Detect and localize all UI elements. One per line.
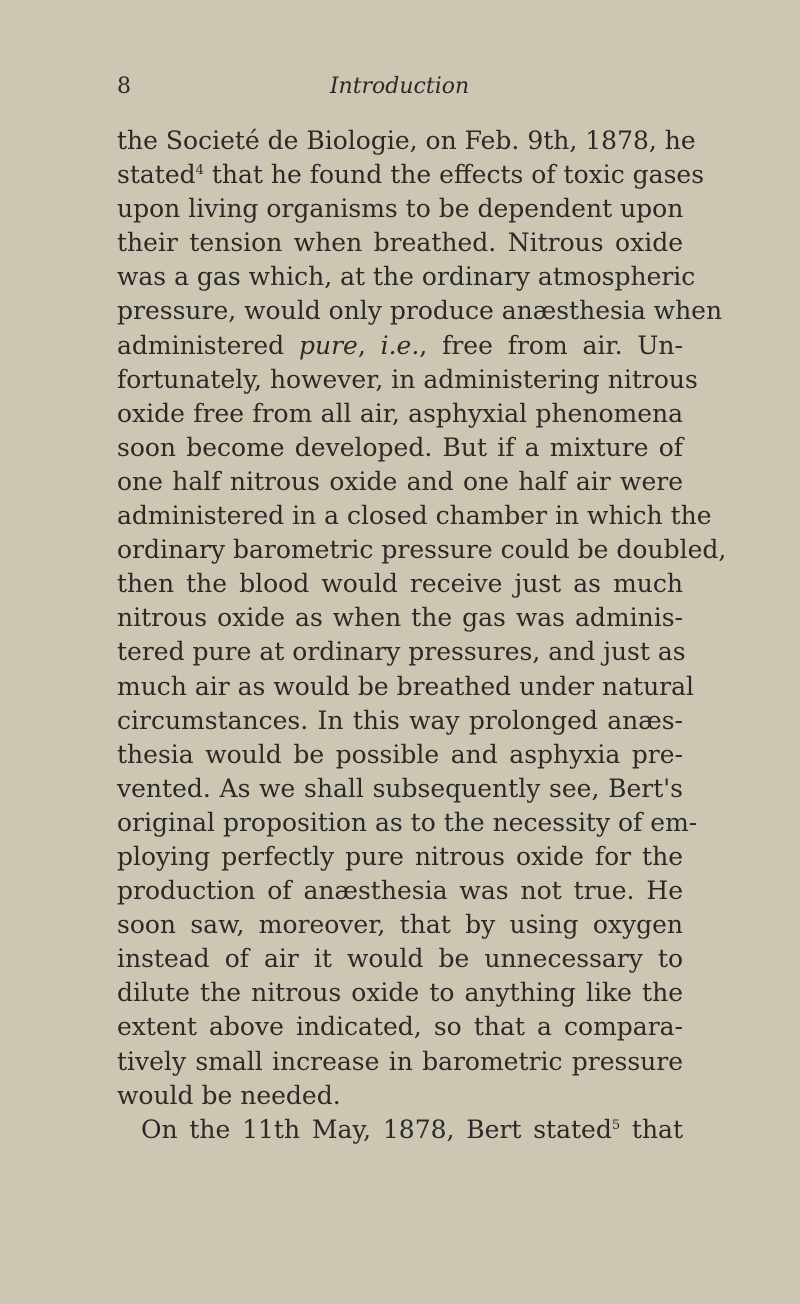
text-line: production of anæsthesia was not true. He [117,876,683,906]
text-line: dilute the nitrous oxide to anything like the [117,978,683,1008]
text-line [117,158,705,192]
text-line: oxide free from all air, asphyxial phenomena [117,398,683,428]
body-text [117,124,727,1147]
text-run: On the 11th May, 1878, Bert stated [141,1114,612,1144]
text-line: fortunately, however, in administering nitrous [117,364,698,394]
text-line: the Societé de Biologie, on Feb. 9th, 1878, he [117,126,696,155]
text-line: thesia would be possible and asphyxia pre- [117,739,683,769]
text-line: circumstances. In this way prolonged anæs- [117,705,683,735]
text-run: stated [117,160,196,190]
italic-run: pure [298,330,358,360]
text-run: , free from air. Un- [419,330,683,360]
text-line: vented. As we shall subsequently see, Bert's [117,773,683,803]
running-title: Introduction [329,74,470,99]
text-line: would be needed. [117,1080,341,1110]
text-line: extent above indicated, so that a compara- [117,1012,683,1042]
text-line: ordinary barometric pressure could be doubled, [117,535,727,565]
text-line: ploying perfectly pure nitrous oxide for the [117,841,683,871]
text-line: then the blood would receive just as much [117,569,683,599]
text-line: soon saw, moreover, that by using oxygen [117,910,683,940]
page-number: 8 [117,74,131,99]
text-line [117,329,683,363]
text-line: pressure, would only produce anæsthesia when [117,296,723,326]
text-line: nitrous oxide as when the gas was adminis- [117,603,683,633]
text-line: original proposition as to the necessity of em- [117,807,698,837]
text-line: was a gas which, at the ordinary atmospheric [117,262,696,292]
text-line: administered in a closed chamber in which the [117,501,712,531]
text-line: upon living organisms to be dependent upon [117,194,684,224]
text-line: their tension when breathed. Nitrous oxide [117,228,683,258]
text-line: much air as would be breathed under natural [117,671,695,701]
text-run: , [357,330,381,360]
footnote-marker: 5 [611,1117,621,1133]
text-run: that [620,1114,683,1144]
text-run: that he found the effects of toxic gases [203,160,705,190]
text-run: administered [117,330,299,360]
footnote-marker: 4 [195,163,204,179]
text-line: soon become developed. But if a mixture of [117,432,683,462]
text-line: tered pure at ordinary pressures, and just as [117,637,686,667]
text-line [117,1113,683,1147]
text-line: tively small increase in barometric pressure [117,1046,683,1076]
page-header [117,74,682,110]
text-line: instead of air it would be unnecessary to [117,944,683,974]
text-line: one half nitrous oxide and one half air were [117,466,683,496]
italic-run: i.e. [380,330,420,360]
